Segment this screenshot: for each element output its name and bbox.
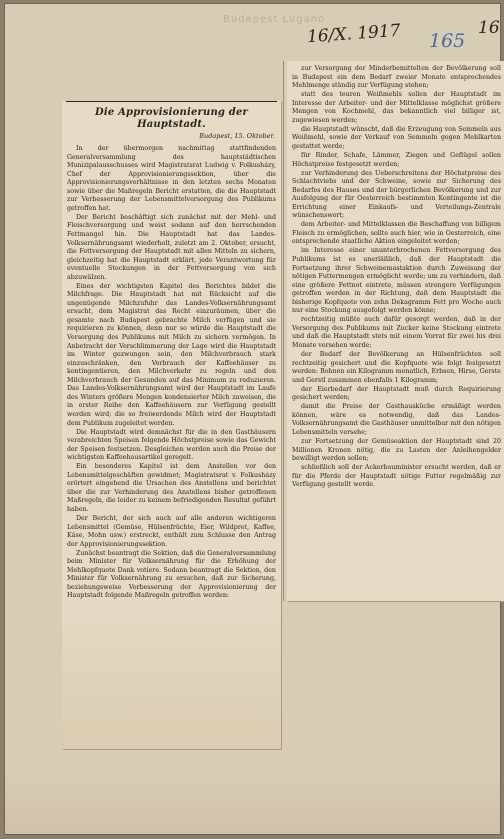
left-column-text [62, 141, 281, 605]
sheet-number: 16 [478, 18, 500, 38]
paragraph: schließlich soll der Ackerbauminister ersucht werden, daß er für die Pferde der Hauptstadt nötige Futter regelmäßig zur Verfügung gestellt werde. [292, 464, 501, 489]
article-dateline: Budapest, 15. Oktober. [199, 132, 275, 140]
paragraph: Zunächst beantragt die Sektion, daß die Generalversammlung beim Minister für Volksernährung für die Erhöhung der Mehlkopfquote Dank votiere. Sodann beantragt die Sektion, den Minister für Volksernährung zu ersuchen, daß zur Sicherung, beziehungsweise Verbesserung der Approvisionierung der Hauptstadt folgende Maßregeln getroffen werden: [67, 549, 276, 600]
paragraph: statt des teuren Weißmehls sollen der Hauptstadt im Interesse der Arbeiter- und der Mittelklasse möglichst größere Mengen von Kochmehl, das bekanntlich viel billiger ist, zugewiesen werden; [292, 91, 501, 124]
archive-sheet [4, 3, 501, 835]
clipping-left-column [62, 101, 281, 749]
paragraph: der Eierbedarf der Hauptstadt muß durch Requirierung gesichert werden; [292, 385, 501, 402]
paragraph: Die Hauptstadt wird demnächst für die in den Gasthäusern verabreichten Speisen folgende Höchstpreise sowie das Gewicht der Speisen festsetzen. Desgleichen werden auch die Preise der wichtigsten Kaffeehausartikel geregelt. [67, 428, 276, 462]
paragraph: Eines der wichtigsten Kapitel des Berichtes bildet die Milchfrage. Die Hauptstadt hat mit Rücksicht auf die ungenügende Milchzufuhr das Landes-Volksernährungsamt ersucht, dem Magistrat das Recht einzuräumen, über die gesamte nach Budapest gebrachte Milch verfügen und sie requirieren zu können, denn nur so würde die Hauptstadt die Versorgung des Publikums mit Milch zu sichern vermögen. In Anbetracht der Verschlimmerung der Lage wird die Hauptstadt im Winter gezwungen sein, den Milchverbrauch stark einzuschränken, den Verbrauch der Kaffeehäuser zu kontingentieren, den Milchverkehr zu regeln und den Milchverbrauch der Gesunden auf das Minimum zu reduzieren. Das Landes-Volksernährungsamt wird der Hauptstadt im Laufe des Winters größere Mengen kondensierter Milch zuweisen, die in erster Reihe den Kaffeehäusern zur Verfügung gestellt werden wird; die so freiwerdende Milch wird der Hauptstadt dem Publikum zugeleitet werden. [67, 282, 276, 427]
column-divider [283, 61, 284, 601]
paragraph: Der Bericht beschäftigt sich zunächst mit der Mehl- und Fleischversorgung und weist sodann auf den herrschenden Fettmangel hin. Die Hauptstadt hat das Landes-Volksernährungsamt wiederholt, zuletzt am 2. Oktober, ersucht, die Fettversorgung der Hauptstadt mit allen Mitteln zu sichern, gleichzeitig hat die Hauptstadt erklärt, jede Verantwortung für eventuelle Stockungen in der Fettversorgung von sich abzuwälzen. [67, 213, 276, 281]
article-headline: Die Approvisionierung der Hauptstadt. [66, 101, 277, 132]
paragraph: für Rinder, Schafe, Lämmer, Ziegen und Geflügel sollen Höchstpreise festgesetzt werden; [292, 151, 501, 168]
paragraph: damit die Preise der Gasthausküche ermäßigt werden können, wäre es notwendig, daß das Landes-Volksernährungsamt die Gasthäuser unmittelbar mit den nötigen Lebensmitteln versehe; [292, 403, 501, 436]
handwritten-date: 16/X. 1917 [306, 20, 402, 48]
faded-stamp: Budapest Lugano [223, 14, 326, 25]
paragraph: die Hauptstadt wünscht, daß die Erzeugung von Semmeln aus Weißmehl, sowie der Verkauf von Semmeln gegen Mehlkarten gestattet werde; [292, 125, 501, 150]
paragraph: der Bedarf der Bevölkerung an Hülsenfrüchten soll rechtzeitig gesichert und die Kopfquote wie folgt festgesetzt werden: Bohnen ein Kilogramm monatlich, Erbsen, Hirse, Gerste und Gerstl zusammen ebenfalls 1 Kilogramm; [292, 351, 501, 384]
folio-number: 165 [429, 30, 466, 52]
paragraph: im Interesse einer ununterbrochenen Fettversorgung des Publikums ist es unerläßlich, daß der Hauptstadt die Fortsetzung ihrer Schweinemastaktion durch Zuweisung der nötigen Futtermengen ermöglicht werde; um zu verhindern, daß eine größere Fettnot eintrete, müssen strengere Verfügungen getroffen werden in der Richtung, daß dem Hauptstadt die bisherige Kopfquote von zehn Dekagramm Fett pro Woche auch nur eine Stockung ausgefolgt werden könne; [292, 247, 501, 315]
paragraph: zur Verhinderung des Ueberschreitens der Höchstpreise des Schlachtviehs und der Schweine, sowie zur Sicherung des Bedarfes des Hauses und der bürgerlichen Bevölkerung und zur Ausfolgung der für Oesterreich bestimmten Kontingente ist die Errichtung einer Einkaufs- und Verteilungs-Zentrale wünschenswert; [292, 169, 501, 220]
clipping-right-column [287, 61, 504, 601]
paragraph: zur Fortsetzung der Gemüseaktion der Hauptstadt sind 20 Millionen Kronen nötig, die zu Lasten der Anleihengelder bewilligt werden sollen; [292, 438, 501, 463]
paragraph: Ein besonderes Kapitel ist dem Anstellen vor den Lebensmittelgeschäften gewidmet; Magistratsrat v. Folkusházy erörtert eingehend die Ursachen des Anstellens und berichtet über die zur Verhinderung des Anstellens bisher getroffenen Maßregeln, die leider zu keinem befriedigenden Resultat geführt haben. [67, 463, 276, 513]
paper-stain [62, 581, 281, 749]
paragraph: Der Bericht, der sich auch auf alle anderen wichtigeren Lebensmittel (Gemüse, Hülsenfrüchte, Eier, Wildpret, Kaffee, Käse, Mohn usw.) erstreckt, enthält zum Schlusse den Antrag der Approvisionierungssektion. [67, 515, 276, 548]
right-column-text [287, 61, 504, 494]
paragraph: In der übermorgen nachmittag stattfindenden Generalversammlung des hauptstädtischen Munizipalausschusses wird Magistratsrat Ludwig v. Folkusházy, Chef der Approvisionierungssektion, über die Approvisionierungsverhältnisse in den letzten sechs Monaten sowie über die Maßregeln Bericht erstatten, die die Hauptstadt zur Verbesserung der Lebensmittelversorgung des Publikums getroffen hat. [67, 145, 276, 212]
paragraph: dem Arbeiter- und Mittelklassen die Beschaffung von billigem Fleisch zu ermöglichen, sollte auch hier, wie in Oesterreich, eine entsprechende staatliche Aktion eingeleitet werden; [292, 221, 501, 246]
paragraph: zur Versorgung der Minderbemittelten der Bevölkerung soll in Budapest ein dem Bedarf zweier Monate entsprechendes Mehlmenge ständig zur Verfügung stehen; [292, 65, 501, 90]
paragraph: rechtzeitig müßte auch dafür gesorgt werden, daß in der Versorgung des Publikums mit Zucker keine Stockung eintrete und daß die Hauptstadt stets mit einem Vorrat für zwei bis drei Monate versehen werde; [292, 316, 501, 349]
